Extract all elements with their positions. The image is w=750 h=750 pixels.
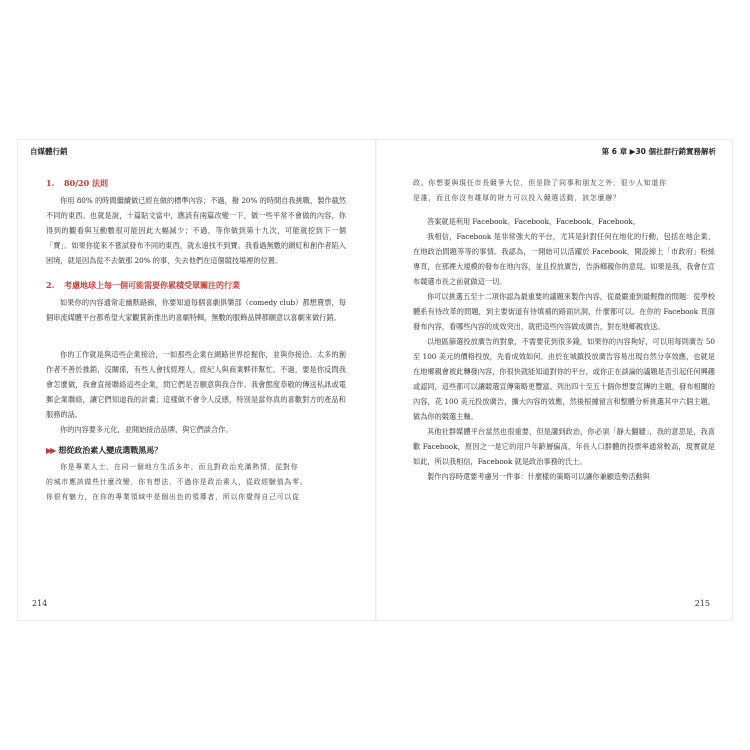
right-body-text	[413, 176, 715, 484]
quote-line: 政。你想要與現任市長競爭大位，但是除了同事和朋友之外，很少人知道你	[413, 179, 667, 187]
section-heading-1	[46, 176, 346, 191]
paragraph: 我相信，Facebook 是非常強大的平台，尤其是針對任何在地化的行動，包括在地企業、在地政治問題等等的事情。我認為，一開始可以活躍於 Facebook，開設線上「市政府」粉絲專頁，在那裡大規模的發布在地內容，並且投放廣告，告訴鄉親你的意見。如果是我，我會在宣布競選市長之前就做這一切。	[413, 232, 715, 286]
section-heading-2	[46, 278, 346, 293]
right-page	[377, 140, 732, 620]
paragraph: 你用 80% 的時間繼續做已經在做的標準內容；不過，撥 20% 的時間自我挑戰，製作截然不同的東西。也就是說，十篇貼文當中，應該有兩篇改變一下，做一些平常不會做的內容，你得到的觀看與互動數很可能因此大幅減少；不過，等你做到第十九次，可能就挖到下一個「寶」。如果你從來不嘗試發布不同的東西，就永遠找不到寶。我看過無數的網紅和創作者陷入困境，就是因為從不去做那 20% 的事，失去他們在這個競技場裡的位置。	[46, 196, 346, 265]
quote-line: 你是專業人士，在同一個地方生活多年，而且對政治充滿熱情，從對你	[60, 463, 299, 471]
callout-title: 想從政治素人變成選戰黑馬？	[58, 445, 163, 455]
left-body-text	[46, 176, 346, 505]
section-number: 1.	[46, 178, 55, 188]
quote-line: 的城市應該做些什麼改變，你有想法，不過你是政治素人，從政經驗值為零。	[46, 478, 308, 486]
quote-line: 你很有魅力，在你的專業領域中是個出色的領導者，所以你覺得自己可以從	[46, 493, 300, 501]
quote-line: 是誰，而且你沒有雄厚的財力可以投入競選活動，該怎麼辦？	[413, 194, 621, 202]
callout-heading	[46, 443, 346, 458]
section-number: 2.	[46, 280, 55, 290]
page-number: 215	[694, 599, 710, 608]
paragraph: 製作內容時還要考慮另一件事：什麼樣的策略可以讓你兼顧造勢活動與	[427, 472, 650, 481]
book-spread	[18, 140, 732, 620]
section-title: 考慮地球上每一個可能需要你累積受眾關注的行業	[64, 280, 240, 290]
paragraph: 如果你的內容通常走幽默路線，你要知道每個喜劇俱樂部（comedy club）都想賣票，每個串流媒體平台都希望大家觀賞新推出的喜劇特輯，無數的服飾品牌都願意以喜劇來做行銷。	[46, 298, 346, 322]
left-page	[18, 140, 375, 620]
paragraph: 你的工作就是與這些企業接洽，一如那些企業在網路世界挖掘你，並與你接洽。太多的創作者不善於推銷，沒關係，有些人會找經理人、經紀人與商業夥伴幫忙。不過，要是你反問我會怎麼做，我會直接聯絡這些企業，問它們是否願意與我合作。我會態度恭敬的傳送私訊或電郵企業聯絡，讓它們知道我的計畫；這樣做不會令人反感，特別是當你真的喜歡對方的產品和服務的話。	[46, 350, 346, 419]
section-title: 80/20 法則	[64, 178, 108, 188]
paragraph: 你的內容要多元化，並開始接洽品牌，與它們談合作。	[60, 425, 233, 434]
page-number: 214	[32, 599, 48, 608]
double-arrow-icon: ▶▶	[46, 445, 55, 455]
paragraph: 其他社群媒體平台當然也很重要，但是講到政治，你必須「靜大翻牆」，我的意思是，我喜歡 Facebook，原因之一是它的用戶年齡層偏高，年長人口群體的投票率通常較高，現實就是如此，所以我相信，Facebook 就是政治事務的氏土。	[413, 427, 715, 466]
paragraph: 以地區篩選投放廣告的對象，不需要花到很多錢，如果你的內容夠好，可以用每則廣告 50 至 100 美元的價格投放，先看成效如何。由於在城鎮投放廣告容易出現自然分享效應，也就是在地鄉親會被此轉發內容，你很快就能知道對你的平台，或你正在談論的議題是否引起任何興趣或認同，這些都可以讓競選宣傳策略更豐富。列出四十至五十個你想要宣傳的主題，發布相關的內容，花 100 美元投放廣告，擴大內容的效應，然後根據留言和整體分析挑選其中六個主題，做為你的競選主軸。	[413, 337, 715, 421]
paragraph: 你可以挑選五至十二項你認為最重要的議題來製作內容，從最嚴重到最輕微的問題：從學校體系有待改革的問題，到主要街道有待填補的路面坑洞，什麼都可以。在你的 Facebook 頁面發布內容，看哪些內容的成效突出，就把這些內容做成廣告，對在地鄉親放送。	[413, 292, 715, 331]
running-head: 自媒體行銷	[30, 147, 68, 156]
running-head: 第 6 章 ▶30 個社群行銷實務解析	[601, 147, 716, 156]
paragraph: 答案就是利用 Facebook、Facebook、Facebook、Facebook。	[427, 217, 640, 226]
